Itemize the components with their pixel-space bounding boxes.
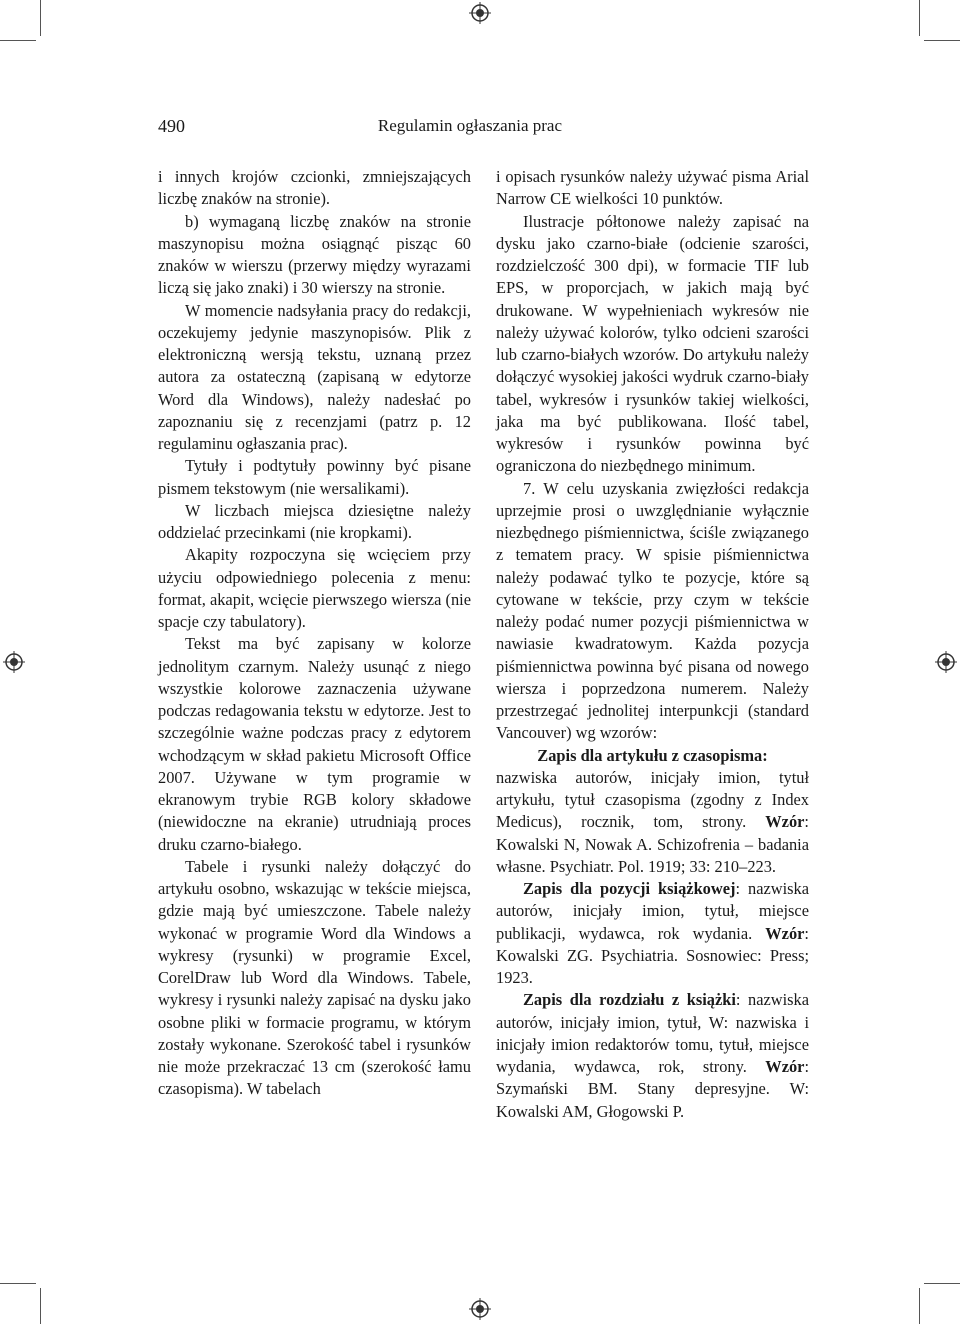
page-number: 490 — [158, 116, 185, 136]
reference-format-heading — [496, 745, 809, 767]
paragraph: 7. W celu uzyskania zwięzłości redakcja uprzejmie prosi o uwzględnianie wyłącznie niezbędnego piśmiennictwa, ściśle związanego z tematem pracy. W spisie piśmiennictwa należy podawać tylko te pozycje, które są cytowane w tekście, przy czym w tekście należy podać numer pozycji piśmiennictwa w nawiasie kwadratowym. Każda pozycja piśmiennictwa powinna być pisana od nowego wiersza i poprzedzona numerem. Należy przestrzegać jednolitej interpunkcji (standard Vancouver) wg wzorów: — [496, 478, 809, 743]
paragraph: Tytuły i podtytuły powinny być pisane pismem tekstowym (nie wersalikami). — [158, 456, 471, 498]
example-label: Wzór — [765, 923, 805, 943]
registration-mark-icon — [469, 1298, 491, 1320]
paragraph: i innych krojów czcionki, zmniejszających liczbę znaków na stronie). — [158, 167, 471, 209]
paragraph: W liczbach miejsca dziesiętne należy oddzielać przecinkami (nie kropkami). — [158, 500, 471, 542]
paragraph: Tabele i rysunki należy dołączyć do artykułu osobno, wskazując w tekście miejsca, gdzie mają być umieszczone. Tabele należy wykonać w programie Word dla Windows a wykresy (rysunki) w programie Excel, CorelDraw lub Word dla Windows. Tabele, wykresy i rysunki należy zapisać na dysku jako osobne pliki w formacie programu, w którym zostały wykonane. Szerokość tabel i rysunków nie może przekraczać 13 cm (szerokość łamu czasopisma). W tabelach — [158, 856, 471, 1099]
left-column — [158, 166, 471, 1101]
crop-mark-left-top — [0, 40, 36, 41]
crop-mark-right-top — [924, 40, 960, 41]
example-label: Wzór — [765, 1057, 805, 1076]
crop-mark-bottom-right — [919, 1288, 920, 1324]
article-format-heading: Zapis dla artykułu z czasopisma: — [537, 745, 768, 765]
reference-format: Zapis dla rozdziału z książki: nazwiska autorów, inicjały imion, tytuł, W: nazwiska i inicjały imion redaktorów tomu, tytuł, miejsce wydania, wydawca, rok, strony. Wzór: Szymański BM. Stany depresyjne. W: Kowalski AM, Głogowski P. — [496, 990, 809, 1121]
running-title: Regulamin ogłaszania prac — [377, 116, 562, 135]
paragraph: i opisach rysunków należy używać pisma Arial Narrow CE wielkości 10 punktów. — [496, 167, 809, 209]
paragraph: Tekst ma być zapisany w kolorze jednolitym czarnym. Należy usunąć z niego wszystkie kolorowe zaznaczenia używane podczas redagowania tekstu w edytorze. Jest to szczególnie ważne podczas pracy z edytorem wchodzącym w skład pakietu Microsoft Office 2007. Używane w tym programie w ekranowym trybie RGB kolory składowe (niewidoczne na ekranie) utrudniają proces druku czarno-białego. — [158, 634, 471, 854]
right-column — [496, 166, 809, 1123]
crop-mark-left-bottom — [0, 1283, 36, 1284]
chapter-format-heading: Zapis dla rozdziału z książki — [523, 990, 736, 1010]
paragraph: Akapity rozpoczyna się wcięciem przy użyciu odpowiedniego polecenia z menu: format, akapit, wcięcie pierwszego wiersza (nie spacje czy tabulatory). — [158, 545, 471, 631]
example-label: Wzór — [765, 812, 805, 832]
paragraph: Ilustracje półtonowe należy zapisać na dysku jako czarno-białe (odcienie szarości, rozdzielczość 300 dpi), w formacie TIF lub EPS, w proporcjach, w jakich mają być drukowane. W wypełnieniach wykresów nie należy używać kolorów, tylko odcieni szarości lub czarno-białych wzorów. Do artykułu należy dołączyć wysokiej jakości wydruk czarno-biały tabel, wykresów i rysunków takiej wielkości, jaka ma być publikowana. Ilość tabel, wykresów i rysunków powinna być ograniczona do niezbędnego minimum. — [496, 211, 809, 476]
registration-mark-icon — [3, 651, 25, 673]
article-format-body: nazwiska autorów, inicjały imion, tytuł artykułu, tytuł czasopisma (zgodny z Index Medicus), rocznik, tom, strony. — [496, 767, 809, 832]
book-format-heading: Zapis dla pozycji książkowej — [523, 879, 736, 898]
reference-format: nazwiska autorów, inicjały imion, tytuł artykułu, tytuł czasopisma (zgodny z Index Medicus), rocznik, tom, strony. Wzór: Kowalski N, Nowak A. Schizofrenia – badania własne. Psychiatr. Pol. 1919; 33: 210–223. — [496, 767, 809, 876]
crop-mark-top-right — [919, 0, 920, 36]
reference-format: Zapis dla pozycji książkowej: nazwiska autorów, inicjały imion, tytuł, miejsce publikacji, wydawca, rok wydania. Wzór: Kowalski ZG. Psychiatria. Sosnowiec: Press; 1923. — [496, 879, 809, 987]
chapter-format-body: nazwiska autorów, inicjały imion, tytuł, W: nazwiska i inicjały imion redaktorów tomu, tytuł, miejsce wydania, wydawca, rok, strony. — [496, 990, 809, 1076]
crop-mark-bottom-left — [40, 1288, 41, 1324]
crop-mark-right-bottom — [924, 1283, 960, 1284]
crop-mark-top-left — [40, 0, 41, 36]
paragraph: b) wymaganą liczbę znaków na stronie maszynopisu można osiągnąć pisząc 60 znaków w wierszu (przerwy między wyrazami liczą się jako znaki) i 30 wierszy na stronie. — [158, 211, 471, 298]
book-format-body: nazwiska autorów, inicjały imion, tytuł, miejsce publikacji, wydawca, rok wydania. — [496, 879, 809, 943]
registration-mark-icon — [469, 2, 491, 24]
book-example: Kowalski ZG. Psychiatria. Sosnowiec: Press; 1923. — [496, 945, 809, 987]
article-example: Kowalski N, Nowak A. Schizofrenia – badania własne. Psychiatr. Pol. 1919; 33: 210–223. — [496, 834, 809, 876]
chapter-example: Szymański BM. Stany depresyjne. W: Kowalski AM, Głogowski P. — [496, 1079, 809, 1121]
registration-mark-icon — [935, 651, 957, 673]
paragraph: W momencie nadsyłania pracy do redakcji, oczekujemy jedynie maszynopisów. Plik z elektroniczną wersją tekstu, uznaną przez autora za ostateczną (zapisaną w edytorze Word dla Windows), należy nadesłać po zapoznaniu się z recenzjami (patrz p. 12 regulaminu ogłaszania prac). — [158, 300, 471, 453]
